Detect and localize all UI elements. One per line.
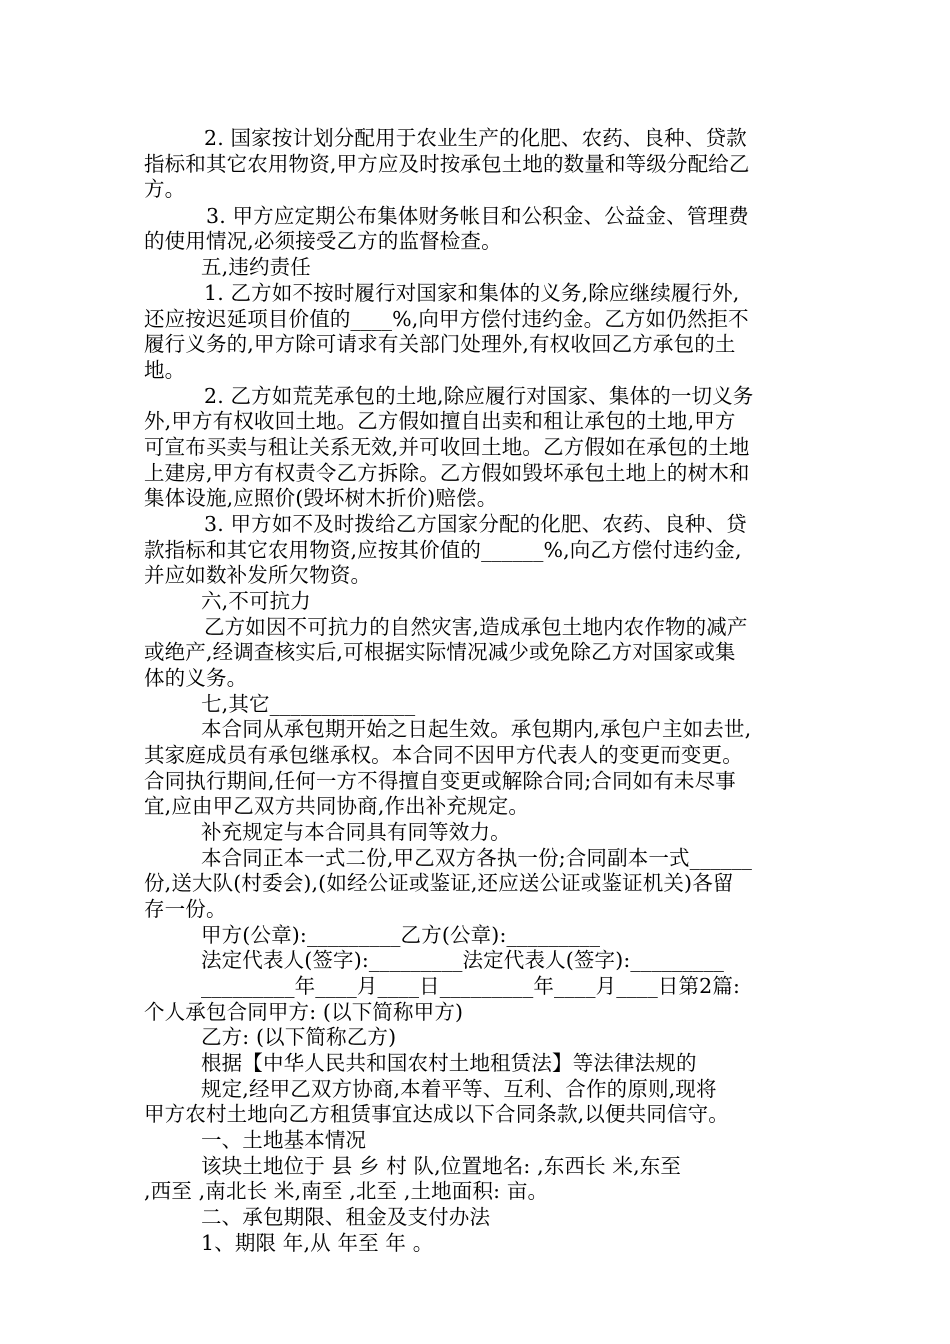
- text-line: 并应如数补发所欠物资。: [144, 563, 372, 587]
- signature-line: 甲方(公章):_________乙方(公章):_________: [201, 923, 601, 947]
- text-line: 履行义务的,甲方除可请求有关部门处理外,有权收回乙方承包的土: [144, 332, 736, 356]
- section-heading: 一、土地基本情况: [201, 1128, 367, 1152]
- text-line: 本合同从承包期开始之日起生效。承包期内,承包户主如去世,: [201, 717, 752, 741]
- text-line: 份,送大队(村委会),(如经公证或鉴证,还应送公证或鉴证机关)各留: [144, 871, 734, 895]
- text-line: 甲方农村土地向乙方租赁事宜达成以下合同条款,以便共同信守。: [144, 1102, 729, 1126]
- text-line: ,西至 ,南北长 米,南至 ,北至 ,土地面积: 亩。: [144, 1179, 549, 1203]
- text-line: 地。: [144, 358, 186, 382]
- text-line: 存一份。: [144, 897, 227, 921]
- signature-line: 法定代表人(签字):_________法定代表人(签字):_________: [201, 948, 725, 972]
- text-line: 根据【中华人民共和国农村土地租赁法】等法律法规的: [201, 1051, 697, 1075]
- text-line: 集体设施,应照价(毁坏树木折价)赔偿。: [144, 486, 498, 510]
- text-line: 乙方如因不可抗力的自然灾害,造成承包土地内农作物的减产: [204, 615, 748, 639]
- text-line: 规定,经甲乙双方协商,本着平等、互利、合作的原则,现将: [201, 1077, 717, 1101]
- text-line: 款指标和其它农用物资,应按其价值的______%,向乙方偿付违约金,: [144, 538, 742, 562]
- text-line: 本合同正本一式二份,甲乙双方各执一份;合同副本一式______: [201, 846, 753, 870]
- section-heading: 七,其它______________: [201, 692, 416, 716]
- text-line: 体的义务。: [144, 666, 248, 690]
- text-line: 其家庭成员有承包继承权。本合同不因甲方代表人的变更而变更。: [144, 743, 743, 767]
- text-line: 3. 甲方如不及时拨给乙方国家分配的化肥、农药、良种、贷: [204, 512, 747, 536]
- text-line: 个人承包合同甲方: (以下简称甲方): [144, 1000, 464, 1024]
- section-heading: 六,不可抗力: [201, 589, 311, 613]
- text-line: 补充规定与本合同具有同等效力。: [201, 820, 511, 844]
- section-heading: 二、承包期限、租金及支付办法: [201, 1205, 491, 1229]
- text-line: 3. 甲方应定期公布集体财务帐目和公积金、公益金、管理费: [206, 204, 749, 228]
- text-line: 上建房,甲方有权责令乙方拆除。乙方假如毁坏承包土地上的树木和: [144, 461, 750, 485]
- text-line: 还应按迟延项目价值的____%,向甲方偿付违约金。乙方如仍然拒不: [144, 307, 749, 331]
- text-line: 指标和其它农用物资,甲方应及时按承包土地的数量和等级分配给乙: [144, 152, 750, 176]
- text-line: 1、期限 年,从 年至 年 。: [201, 1231, 434, 1255]
- text-line: 乙方: (以下简称乙方): [201, 1025, 397, 1049]
- text-line: 方。: [144, 177, 186, 201]
- text-line: 2. 国家按计划分配用于农业生产的化肥、农药、良种、贷款: [204, 126, 747, 150]
- date-line: _________年____月____日_________年____月____日第2篇:: [201, 974, 741, 998]
- text-line: 外,甲方有权收回土地。乙方假如擅自出卖和租让承包的土地,甲方: [144, 409, 736, 433]
- text-line: 2. 乙方如荒芜承包的土地,除应履行对国家、集体的一切义务: [204, 384, 754, 408]
- text-line: 宜,应由甲乙双方共同协商,作出补充规定。: [144, 794, 530, 818]
- text-line: 或绝产,经调查核实后,可根据实际情况减少或免除乙方对国家或集: [144, 640, 736, 664]
- text-line: 可宣布买卖与租让关系无效,并可收回土地。乙方假如在承包的土地: [144, 435, 750, 459]
- text-line: 1. 乙方如不按时履行对国家和集体的义务,除应继续履行外,: [204, 281, 740, 305]
- text-line: 合同执行期间,任何一方不得擅自变更或解除合同;合同如有未尽事: [144, 769, 736, 793]
- section-heading: 五,违约责任: [201, 255, 311, 279]
- text-line: 该块土地位于 县 乡 村 队,位置地名: ,东西长 米,东至: [201, 1154, 682, 1178]
- text-line: 的使用情况,必须接受乙方的监督检查。: [144, 229, 502, 253]
